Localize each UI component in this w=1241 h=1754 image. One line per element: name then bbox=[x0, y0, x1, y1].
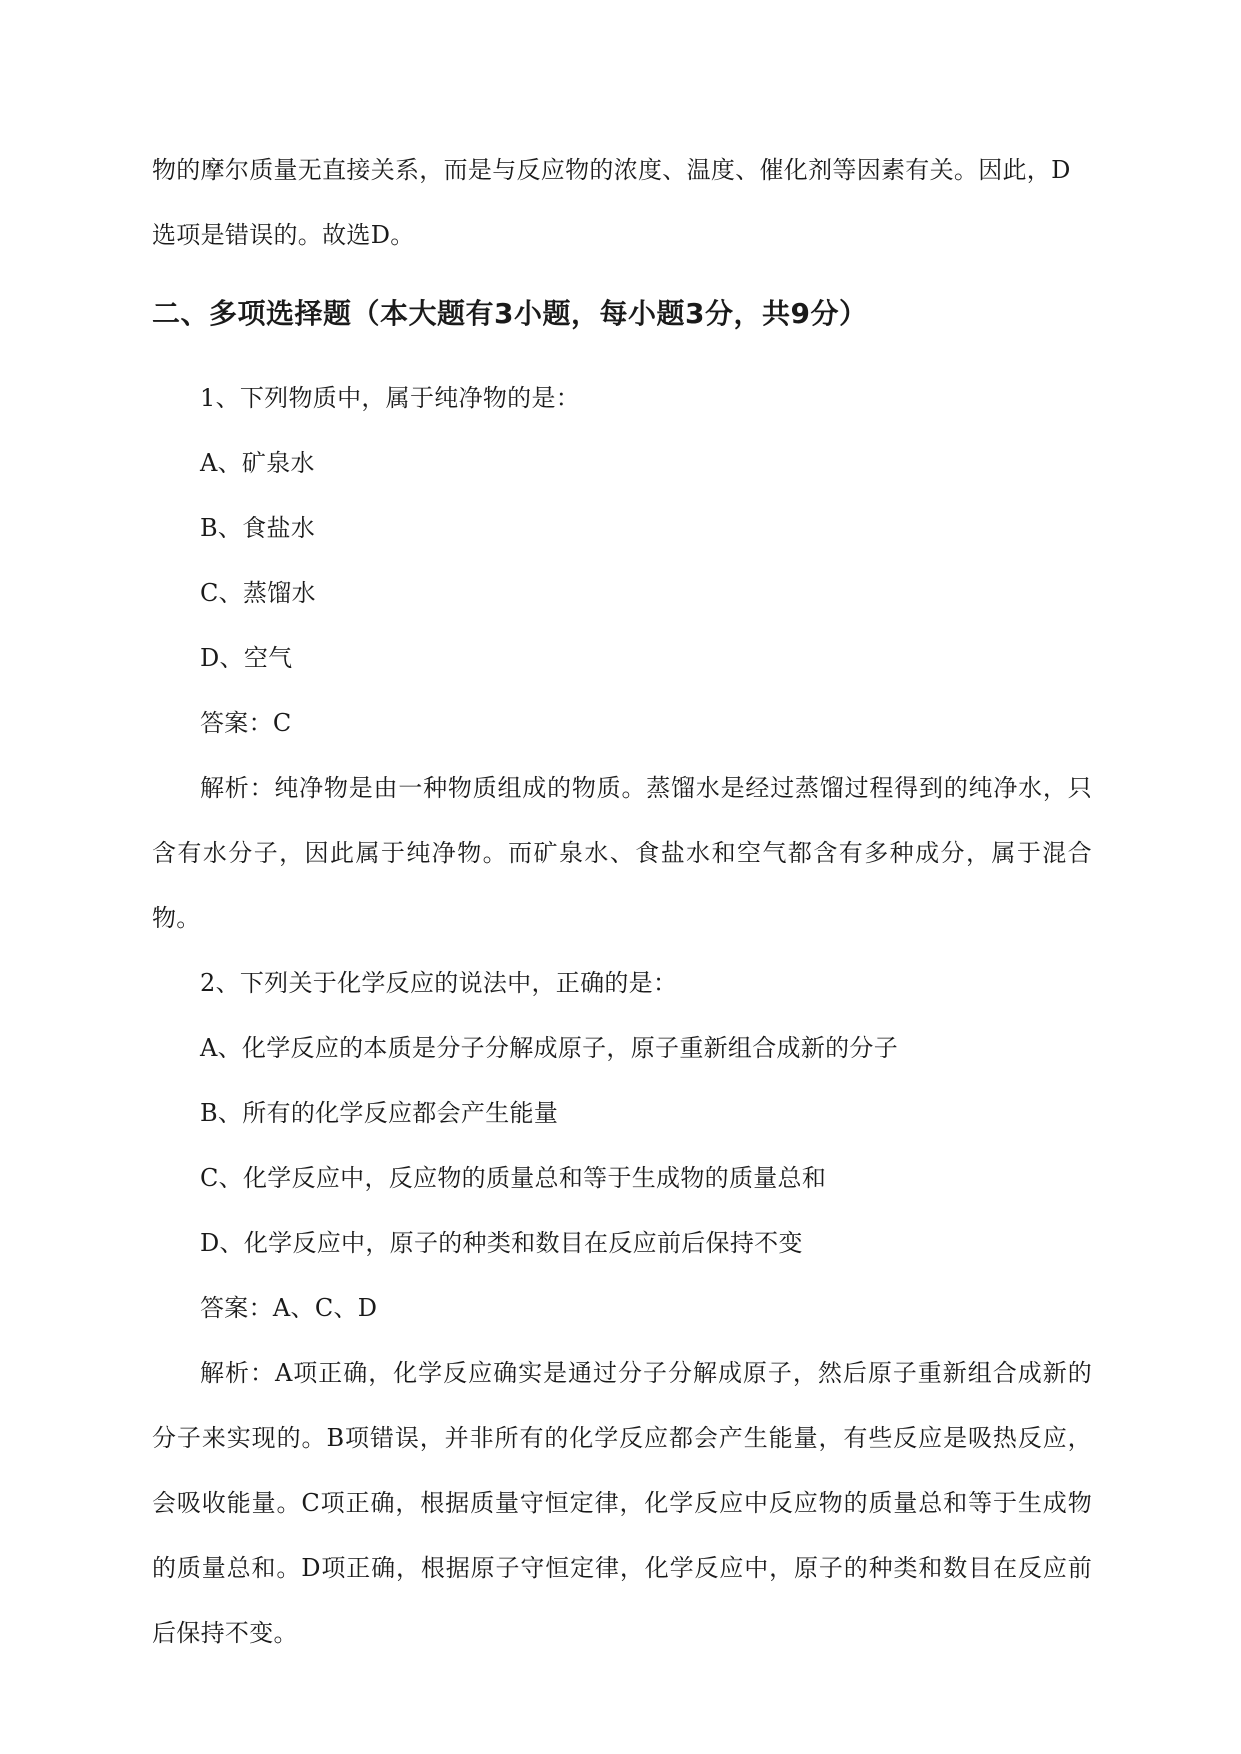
question-2-option-b: B、所有的化学反应都会产生能量 bbox=[200, 1099, 559, 1127]
intro-line-2: 选项是错误的。故选D。 bbox=[152, 221, 415, 249]
question-1-answer: 答案：C bbox=[200, 709, 292, 737]
question-1-option-d: D、空气 bbox=[200, 644, 293, 672]
question-1-option-a: A、矿泉水 bbox=[200, 449, 315, 477]
question-2-option-a: A、化学反应的本质是分子分解成原子，原子重新组合成新的分子 bbox=[200, 1034, 899, 1062]
question-2-analysis: 解析：A项正确，化学反应确实是通过分子分解成原子，然后原子重新组合成新的分子来实现的。B项错误，并非所有的化学反应都会产生能量，有些反应是吸热反应，会吸收能量。C项正确，根据质量守恒定律，化学反应中反应物的质量总和等于生成物的质量总和。D项正确，根据原子守恒定律，化学反应中，原子的种类和数目在反应前后保持不变。 bbox=[152, 1359, 1092, 1647]
page-content bbox=[152, 138, 1092, 1666]
question-1-option-c: C、蒸馏水 bbox=[200, 579, 316, 607]
question-1-stem: 1、下列物质中，属于纯净物的是： bbox=[200, 384, 581, 412]
question-2-answer: 答案：A、C、D bbox=[200, 1294, 378, 1322]
question-2-option-d: D、化学反应中，原子的种类和数目在反应前后保持不变 bbox=[200, 1229, 803, 1257]
question-2-option-c: C、化学反应中，反应物的质量总和等于生成物的质量总和 bbox=[200, 1164, 827, 1192]
question-1-option-b: B、食盐水 bbox=[200, 514, 316, 542]
question-1-analysis: 解析：纯净物是由一种物质组成的物质。蒸馏水是经过蒸馏过程得到的纯净水，只含有水分子，因此属于纯净物。而矿泉水、食盐水和空气都含有多种成分，属于混合物。 bbox=[152, 774, 1092, 932]
section-heading: 二、多项选择题（本大题有3小题，每小题3分，共9分） bbox=[152, 297, 868, 330]
intro-line-1: 物的摩尔质量无直接关系，而是与反应物的浓度、温度、催化剂等因素有关。因此，D bbox=[152, 156, 1071, 184]
question-2-stem: 2、下列关于化学反应的说法中，正确的是： bbox=[200, 969, 678, 997]
